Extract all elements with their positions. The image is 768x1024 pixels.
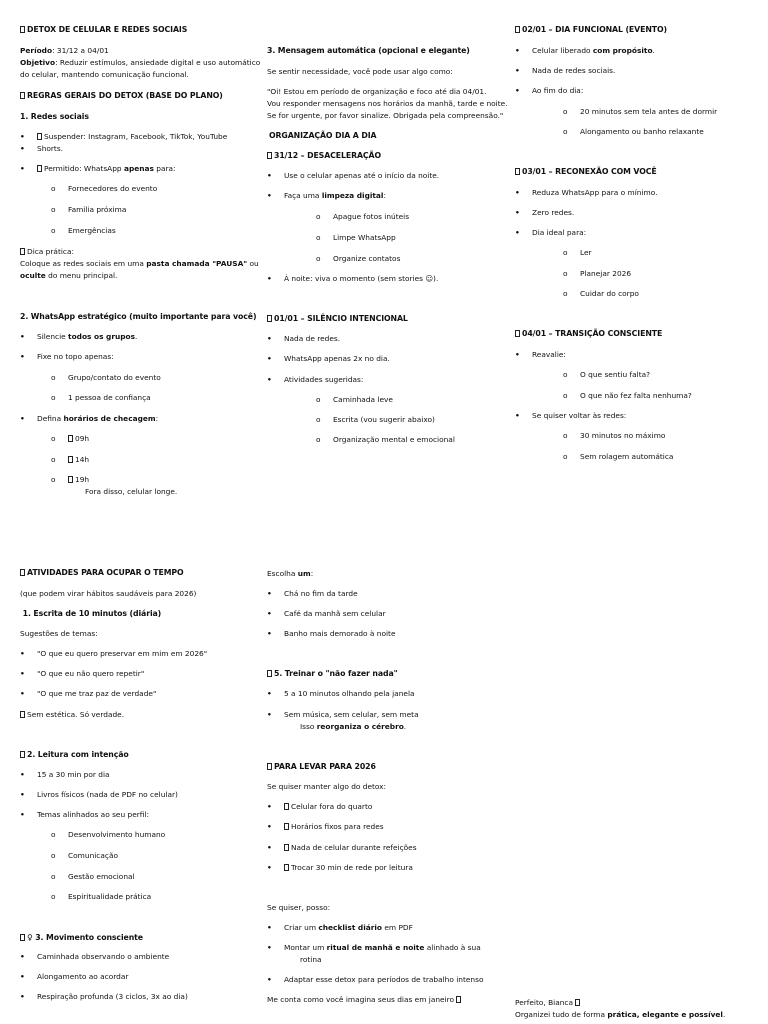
list-item: • Ao fim do dia: xyxy=(532,86,583,96)
pin-icon xyxy=(20,569,25,576)
calendar-icon xyxy=(515,168,520,175)
sub-item: o Planejar 2026 xyxy=(580,269,631,279)
day-3112-heading: 31/12 – DESACELERAÇÃO xyxy=(267,151,517,161)
objetivo-line: Objetivo: Reduzir estímulos, ansiedade digital e uso automático xyxy=(20,58,261,67)
mensagem-quote-2: Vou responder mensagens nos horários da manhã, tarde e noite. xyxy=(267,99,508,108)
list-item: • Faça uma limpeza digital: xyxy=(284,191,386,201)
list-item: • WhatsApp apenas 2x no dia. xyxy=(284,354,390,364)
sub-item: o O que sentiu falta? xyxy=(580,370,650,380)
sub-item: o 09h xyxy=(68,434,89,444)
clock-icon xyxy=(68,456,73,463)
list-item: • Adaptar esse detox para períodos de trabalho intenso xyxy=(284,975,483,985)
list-item: • Nada de redes sociais. xyxy=(532,66,615,76)
organizei-line: Organizei tudo de forma prática, elegante e possível. xyxy=(515,1010,726,1019)
sub-item: o Cuidar do corpo xyxy=(580,289,639,299)
treinar-heading: 5. Treinar o "não fazer nada" xyxy=(267,669,517,679)
sub-item: o 14h xyxy=(68,455,89,465)
list-item: • Fixe no topo apenas: xyxy=(37,352,114,362)
list-item-cont: • Shorts. xyxy=(37,144,63,154)
list-item: • À noite: viva o momento (sem stories ☺). xyxy=(284,274,438,284)
list-item: • Chá no fim da tarde xyxy=(284,589,358,599)
pen-icon xyxy=(20,711,25,718)
phone-icon xyxy=(20,26,25,33)
redes-heading: 1. Redes sociais xyxy=(20,112,89,121)
list-item: • 15 a 30 min por dia xyxy=(37,770,110,780)
block-icon xyxy=(37,133,42,140)
sparkle-icon xyxy=(267,763,272,770)
list-item: • Se quiser voltar às redes: xyxy=(532,411,626,421)
list-item: • Banho mais demorado à noite xyxy=(284,629,396,639)
escrita-heading: 1. Escrita de 10 minutos (diária) xyxy=(22,609,162,618)
sub-item: o Caminhada leve xyxy=(333,395,393,405)
list-item: • Use o celular apenas até o início da noite. xyxy=(284,171,439,181)
calendar-icon xyxy=(267,152,272,159)
sub-item: o Organize contatos xyxy=(333,254,400,264)
sub-item: o 20 minutos sem tela antes de dormir xyxy=(580,107,717,117)
sub-item: o Organização mental e emocional xyxy=(333,435,455,445)
objetivo-line-2: do celular, mantendo comunicação funcional. xyxy=(20,70,189,79)
list-item: • Caminhada observando o ambiente xyxy=(37,952,169,962)
person-icon xyxy=(20,934,25,941)
dica-line-2: oculte do menu principal. xyxy=(20,271,118,280)
list-item: • "O que eu quero preservar em mim em 2026" xyxy=(37,649,207,659)
list-item: • 5 a 10 minutos olhando pela janela xyxy=(284,689,415,699)
list-item: • Nada de redes. xyxy=(284,334,340,344)
check-icon xyxy=(284,864,289,871)
list-item: • Sem música, sem celular, sem meta xyxy=(284,710,419,720)
check-icon xyxy=(284,803,289,810)
list-item: • Horários fixos para redes xyxy=(284,822,384,832)
check-icon xyxy=(284,823,289,830)
posso-label: Se quiser, posso: xyxy=(267,903,331,912)
mensagem-quote-3: Se for urgente, por favor sinalize. Obrigada pela compreensão." xyxy=(267,111,504,120)
list-item: • Café da manhã sem celular xyxy=(284,609,386,619)
list-item: • Permitido: WhatsApp apenas para: xyxy=(37,164,176,174)
sub-item: o Grupo/contato do evento xyxy=(68,373,161,383)
meditation-icon xyxy=(267,670,272,677)
list-item: • Trocar 30 min de rede por leitura xyxy=(284,863,413,873)
regras-heading: REGRAS GERAIS DO DETOX (BASE DO PLANO) xyxy=(20,91,270,101)
lightbulb-icon xyxy=(20,248,25,255)
pin-icon xyxy=(20,92,25,99)
sub-item-cont: Fora disso, celular longe. xyxy=(85,487,178,496)
conta-line: Me conta como você imagina seus dias em janeiro xyxy=(267,995,517,1005)
doc-title: DETOX DE CELULAR E REDES SOCIAIS xyxy=(20,25,270,35)
sub-item: o Alongamento ou banho relaxante xyxy=(580,127,704,137)
list-item: • Temas alinhados ao seu perfil: xyxy=(37,810,149,820)
organizacao-heading: ORGANIZAÇÃO DIA A DIA xyxy=(269,131,377,140)
smile-icon xyxy=(456,996,461,1003)
sugestoes-label: Sugestões de temas: xyxy=(20,629,98,638)
sub-item: o O que não fez falta nenhuma? xyxy=(580,391,692,401)
periodo-line: Período: 31/12 a 04/01 xyxy=(20,46,109,55)
sub-item: o Comunicação xyxy=(68,851,118,861)
sub-item: o 19h xyxy=(68,475,89,485)
sub-item: o Família próxima xyxy=(68,205,126,215)
calendar-icon xyxy=(267,315,272,322)
sub-item: o Desenvolvimento humano xyxy=(68,830,165,840)
list-item: • "O que eu não quero repetir" xyxy=(37,669,144,679)
sub-item: o 30 minutos no máximo xyxy=(580,431,665,441)
perfeito-line: Perfeito, Bianca xyxy=(515,998,765,1008)
atividades-heading: ATIVIDADES PARA OCUPAR O TEMPO xyxy=(20,568,270,578)
heart-icon xyxy=(575,999,580,1006)
day-0401-heading: 04/01 – TRANSIÇÃO CONSCIENTE xyxy=(515,329,765,339)
list-item: • Celular liberado com propósito. xyxy=(532,46,655,56)
sub-item: o Espiritualidade prática xyxy=(68,892,151,902)
list-item-cont: rotina xyxy=(300,955,322,964)
list-item: • Silencie todos os grupos. xyxy=(37,332,137,342)
sub-item: o Gestão emocional xyxy=(68,872,135,882)
levar-intro: Se quiser manter algo do detox: xyxy=(267,782,387,791)
escolha-label: Escolha um: xyxy=(267,569,314,578)
list-item: • Celular fora do quarto xyxy=(284,802,372,812)
sem-estetica: Sem estética. Só verdade. xyxy=(20,710,270,720)
check-icon xyxy=(37,165,42,172)
list-item: • Suspender: Instagram, Facebook, TikTok, YouTube xyxy=(37,132,252,142)
sub-item: o Sem rolagem automática xyxy=(580,452,673,462)
day-0201-heading: 02/01 – DIA FUNCIONAL (EVENTO) xyxy=(515,25,765,35)
mensagem-heading: 3. Mensagem automática (opcional e elegante) xyxy=(267,46,470,55)
list-item: • Criar um checklist diário em PDF xyxy=(284,923,413,933)
mensagem-quote-1: "Oi! Estou em período de organização e foco até dia 04/01. xyxy=(267,87,487,96)
list-item: • Livros físicos (nada de PDF no celular) xyxy=(37,790,178,800)
list-item: • Zero redes. xyxy=(532,208,574,218)
sub-item: o Escrita (vou sugerir abaixo) xyxy=(333,415,435,425)
list-item: • Atividades sugeridas: xyxy=(284,375,363,385)
list-item: • Reavalie: xyxy=(532,350,566,360)
sub-item: o Limpe WhatsApp xyxy=(333,233,396,243)
list-item: • Reduza WhatsApp para o mínimo. xyxy=(532,188,657,198)
list-item-cont: Isso reorganiza o cérebro. xyxy=(300,722,407,731)
day-0101-heading: 01/01 – SILÊNCIO INTENCIONAL xyxy=(267,314,517,324)
sub-item: o Ler xyxy=(580,248,592,258)
clock-icon xyxy=(68,476,73,483)
list-item: • Nada de celular durante refeições xyxy=(284,843,417,853)
check-icon xyxy=(284,844,289,851)
mensagem-intro: Se sentir necessidade, você pode usar algo como: xyxy=(267,67,453,76)
leitura-heading: 2. Leitura com intenção xyxy=(20,750,270,760)
day-0301-heading: 03/01 – RECONEXÃO COM VOCÊ xyxy=(515,167,765,177)
whatsapp-heading: 2. WhatsApp estratégico (muito importante para você) xyxy=(20,312,257,321)
list-item: • Alongamento ao acordar xyxy=(37,972,128,982)
calendar-icon xyxy=(515,330,520,337)
list-item: • Respiração profunda (3 ciclos, 3x ao dia) xyxy=(37,992,188,1002)
atividades-sub: (que podem virar hábitos saudáveis para 2026) xyxy=(20,589,197,598)
book-icon xyxy=(20,751,25,758)
list-item: • Montar um ritual de manhã e noite alinhado à sua xyxy=(284,943,481,953)
sub-item: o 1 pessoa de confiança xyxy=(68,393,151,403)
sub-item: o Apague fotos inúteis xyxy=(333,212,409,222)
sub-item: o Emergências xyxy=(68,226,116,236)
levar-heading: PARA LEVAR PARA 2026 xyxy=(267,762,517,772)
dica-line-1: Coloque as redes sociais em uma pasta chamada "PAUSA" ou xyxy=(20,259,259,268)
clock-icon xyxy=(68,435,73,442)
list-item: • Dia ideal para: xyxy=(532,228,586,238)
sub-item: o Fornecedores do evento xyxy=(68,184,157,194)
list-item: • "O que me traz paz de verdade" xyxy=(37,689,156,699)
movimento-heading: ♀ 3. Movimento consciente xyxy=(20,933,270,943)
dica-title: Dica prática: xyxy=(20,247,270,257)
list-item: • Defina horários de checagem: xyxy=(37,414,158,424)
calendar-icon xyxy=(515,26,520,33)
